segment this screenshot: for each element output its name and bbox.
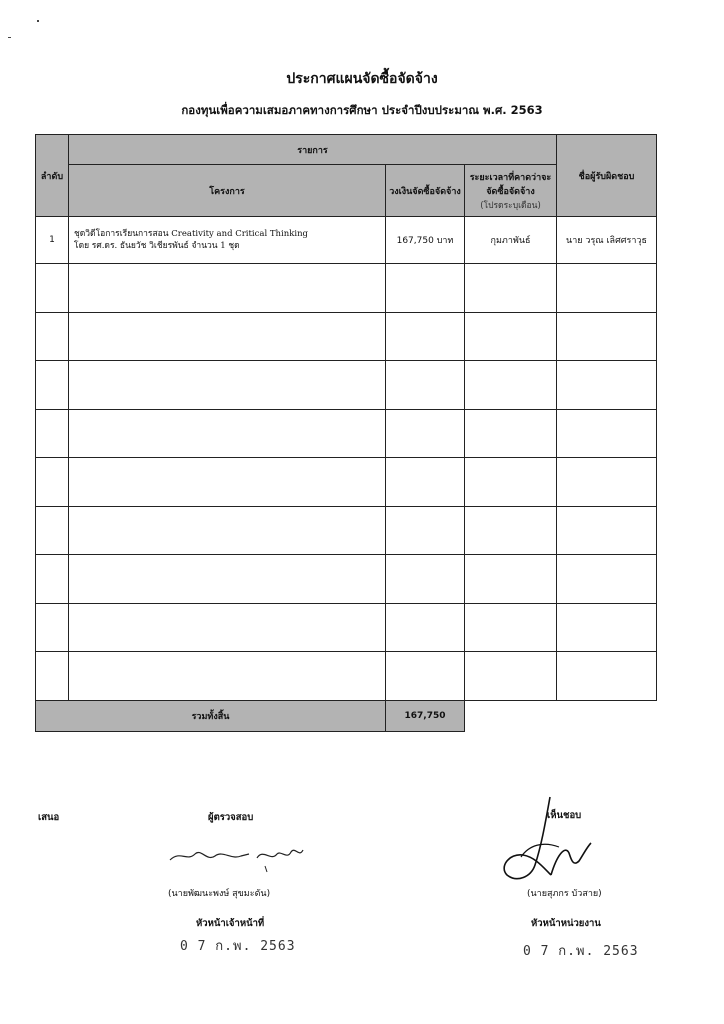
approver-date-stamp: 0 7 ก.พ. 2563 <box>523 944 639 959</box>
header-period-note: (โปรดระบุเดือน) <box>480 200 541 211</box>
page-title: ประกาศแผนจัดซื้อจัดจ้าง <box>286 71 438 87</box>
total-label: รวมทั้งสิ้น <box>36 700 386 731</box>
header-budget: วงเงินจัดซื้อจัดจ้าง <box>386 165 465 217</box>
table-row <box>36 555 657 604</box>
table-row <box>36 506 657 555</box>
reviewer-date-stamp: 0 7 ก.พ. 2563 <box>180 939 296 954</box>
reviewer-title: หัวหน้าเจ้าหน้าที่ <box>196 918 265 929</box>
header-period-main: ระยะเวลาที่คาดว่าจะจัดซื้อจัดจ้าง <box>469 172 552 197</box>
table-row <box>36 603 657 652</box>
scan-speck <box>8 37 11 38</box>
table-row <box>36 217 657 264</box>
reviewer-signature <box>165 838 325 878</box>
header-no: ลำดับ <box>36 135 69 217</box>
table-row <box>36 458 657 507</box>
table-row <box>36 652 657 701</box>
total-value: 167,750 <box>386 700 465 731</box>
row-project <box>69 217 386 264</box>
row-project-line1: ชุดวิดีโอการเรียนการสอน Creativity and Critical Thinking <box>74 229 309 239</box>
reviewer-label: ผู้ตรวจสอบ <box>208 812 254 823</box>
reviewer-name: (นายพัฒนะพงษ์ สุขมะดัน) <box>168 889 271 899</box>
table-row <box>36 361 657 410</box>
header-responsible: ชื่อผู้รับผิดชอบ <box>557 135 657 217</box>
propose-label: เสนอ <box>38 812 60 823</box>
approver-name: (นายสุภกร บัวสาย) <box>527 889 602 899</box>
header-project: โครงการ <box>69 165 386 217</box>
table-row <box>36 264 657 313</box>
header-period <box>465 165 557 217</box>
approver-label: เห็นชอบ <box>547 810 582 821</box>
procurement-plan-table <box>35 134 657 732</box>
approver-signature <box>495 795 605 890</box>
row-no: 1 <box>36 217 69 264</box>
total-row <box>36 700 657 731</box>
header-items: รายการ <box>69 135 557 165</box>
row-project-line2: โดย รศ.ดร. ธันยวัช วิเชียรพันธ์ จำนวน 1 ชุด <box>74 241 240 251</box>
table-row <box>36 312 657 361</box>
page-subtitle: กองทุนเพื่อความเสมอภาคทางการศึกษา ประจำปีงบประมาณ พ.ศ. 2563 <box>181 103 543 117</box>
row-budget: 167,750 บาท <box>386 217 465 264</box>
scan-speck <box>37 20 39 22</box>
table-row <box>36 409 657 458</box>
approver-title: หัวหน้าหน่วยงาน <box>531 918 601 929</box>
row-period: กุมภาพันธ์ <box>465 217 557 264</box>
row-responsible: นาย วรุณ เลิศศราวุธ <box>557 217 657 264</box>
